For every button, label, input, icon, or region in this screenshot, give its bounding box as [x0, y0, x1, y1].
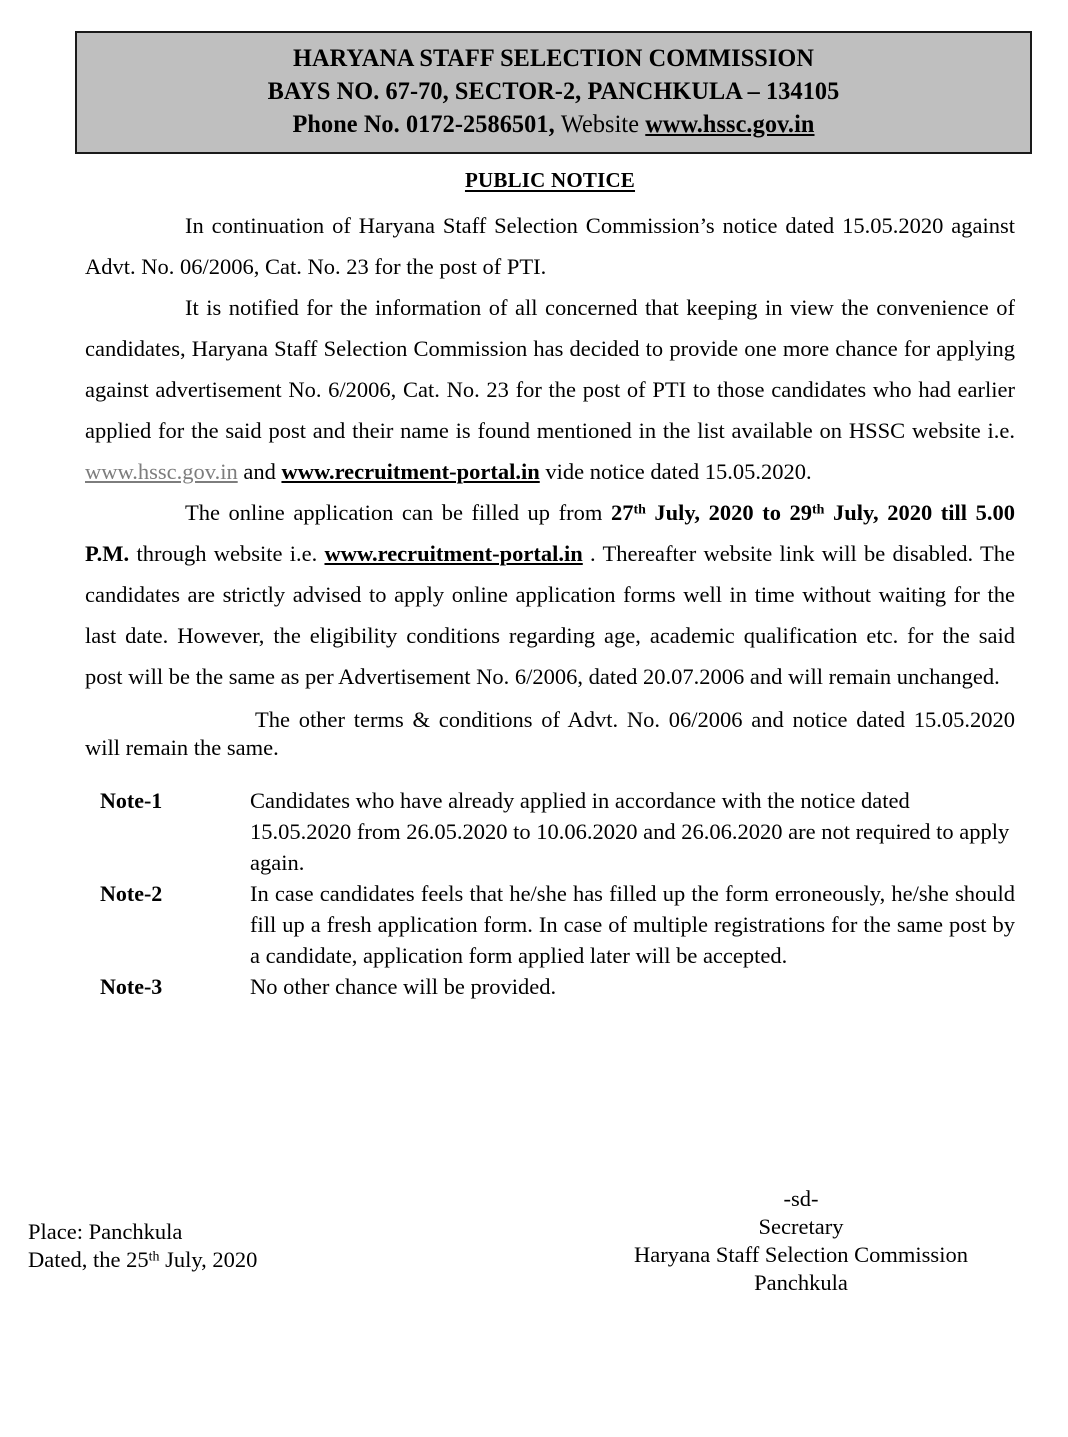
note-row	[100, 971, 1015, 1002]
place-line: Place: Panchkula	[28, 1219, 183, 1244]
signatory-organisation: Haryana Staff Selection Commission	[634, 1242, 968, 1267]
letterhead-box	[75, 31, 1032, 154]
paragraph-4	[85, 706, 1015, 761]
phone-number: Phone No. 0172-2586501,	[292, 111, 555, 138]
date-line	[28, 1246, 257, 1274]
paragraph-1-text: In continuation of Haryana Staff Selection Commission’s notice dated 15.05.2020 against Advt. No. 06/2006, Cat. No. 23 for the post of PTI.	[85, 213, 1015, 279]
signed-marker: -sd-	[783, 1186, 819, 1211]
note-label: Note-1	[100, 788, 163, 813]
date-suffix: July, 2020	[159, 1247, 258, 1272]
paragraph-2-text-a: It is notified for the information of all concerned that keeping in view the convenience of candidates, Haryana Staff Selection Commission has decided to provide one more chance for applying against advertisement No. 6/2006, Cat. No. 23 for the post of PTI to those candidates who had earlier applied for the said post and their name is found mentioned in the list available on HSSC website i.e.	[85, 295, 1015, 443]
paragraph-3-text-c: . Thereafter website link will be disabled. The candidates are strictly advised to apply online application forms well in time without waiting for the last date. However, the eligibility conditions regarding age, academic qualification etc. for the said post will be the same as per Advertisement No. 6/2006, dated 20.07.2006 and will remain unchanged.	[85, 541, 1015, 689]
organisation-address: BAYS NO. 67-70, SECTOR-2, PANCHKULA – 134105	[267, 78, 840, 105]
paragraph-2-text-c: vide notice dated 15.05.2020.	[539, 459, 812, 484]
signatory-details	[534, 1185, 1068, 1297]
website-link[interactable]: www.hssc.gov.in	[645, 111, 815, 138]
date-prefix: Dated, the 25	[28, 1247, 149, 1272]
application-end-datetime: July, 2020 till 5.00 P.M.	[85, 500, 1015, 566]
notes-section	[100, 785, 1015, 1002]
note-label: Note-2	[100, 881, 163, 906]
hssc-website-link[interactable]: www.hssc.gov.in	[85, 459, 238, 484]
place-and-date	[28, 1218, 257, 1274]
paragraph-3	[85, 492, 1015, 697]
ordinal-suffix-start: th	[633, 502, 646, 518]
recruitment-portal-link-2[interactable]: www.recruitment-portal.in	[324, 541, 583, 566]
paragraph-3-text-b: through website i.e.	[129, 541, 325, 566]
organisation-contact	[101, 108, 1006, 141]
document-body	[85, 168, 1015, 1002]
signatory-designation: Secretary	[758, 1214, 844, 1239]
signatory-city: Panchkula	[754, 1270, 848, 1295]
date-ordinal-suffix: th	[148, 1249, 160, 1265]
application-start-date: 27	[610, 500, 634, 525]
paragraph-3-text-a: The online application can be filled up from	[185, 500, 611, 525]
note-row	[100, 878, 1015, 971]
note-text: No other chance will be provided.	[250, 974, 557, 999]
application-date-middle: July, 2020 to 29	[645, 500, 813, 525]
note-text: In case candidates feels that he/she has filled up the form erroneously, he/she should fill up a fresh application form. In case of multiple registrations for the same post by a candidate, application form applied later will be accepted.	[250, 881, 1015, 968]
website-label: Website	[560, 111, 640, 138]
paragraph-2	[85, 287, 1015, 492]
paragraph-2-text-b: and	[237, 459, 282, 484]
organisation-name: HARYANA STAFF SELECTION COMMISSION	[292, 45, 814, 72]
paragraph-4-text: The other terms & conditions of Advt. No. 06/2006 and notice dated 15.05.2020 will remain the same.	[85, 707, 1015, 760]
note-label: Note-3	[100, 974, 163, 999]
ordinal-suffix-end: th	[812, 502, 825, 518]
page-title: PUBLIC NOTICE	[464, 168, 636, 192]
paragraph-1	[85, 205, 1015, 287]
signature-block	[0, 1185, 1068, 1305]
recruitment-portal-link-1[interactable]: www.recruitment-portal.in	[281, 459, 540, 484]
note-text: Candidates who have already applied in accordance with the notice dated 15.05.2020 from 26.05.2020 to 10.06.2020 and 26.06.2020 are not required to apply again.	[250, 788, 1010, 875]
note-row	[100, 785, 1015, 878]
